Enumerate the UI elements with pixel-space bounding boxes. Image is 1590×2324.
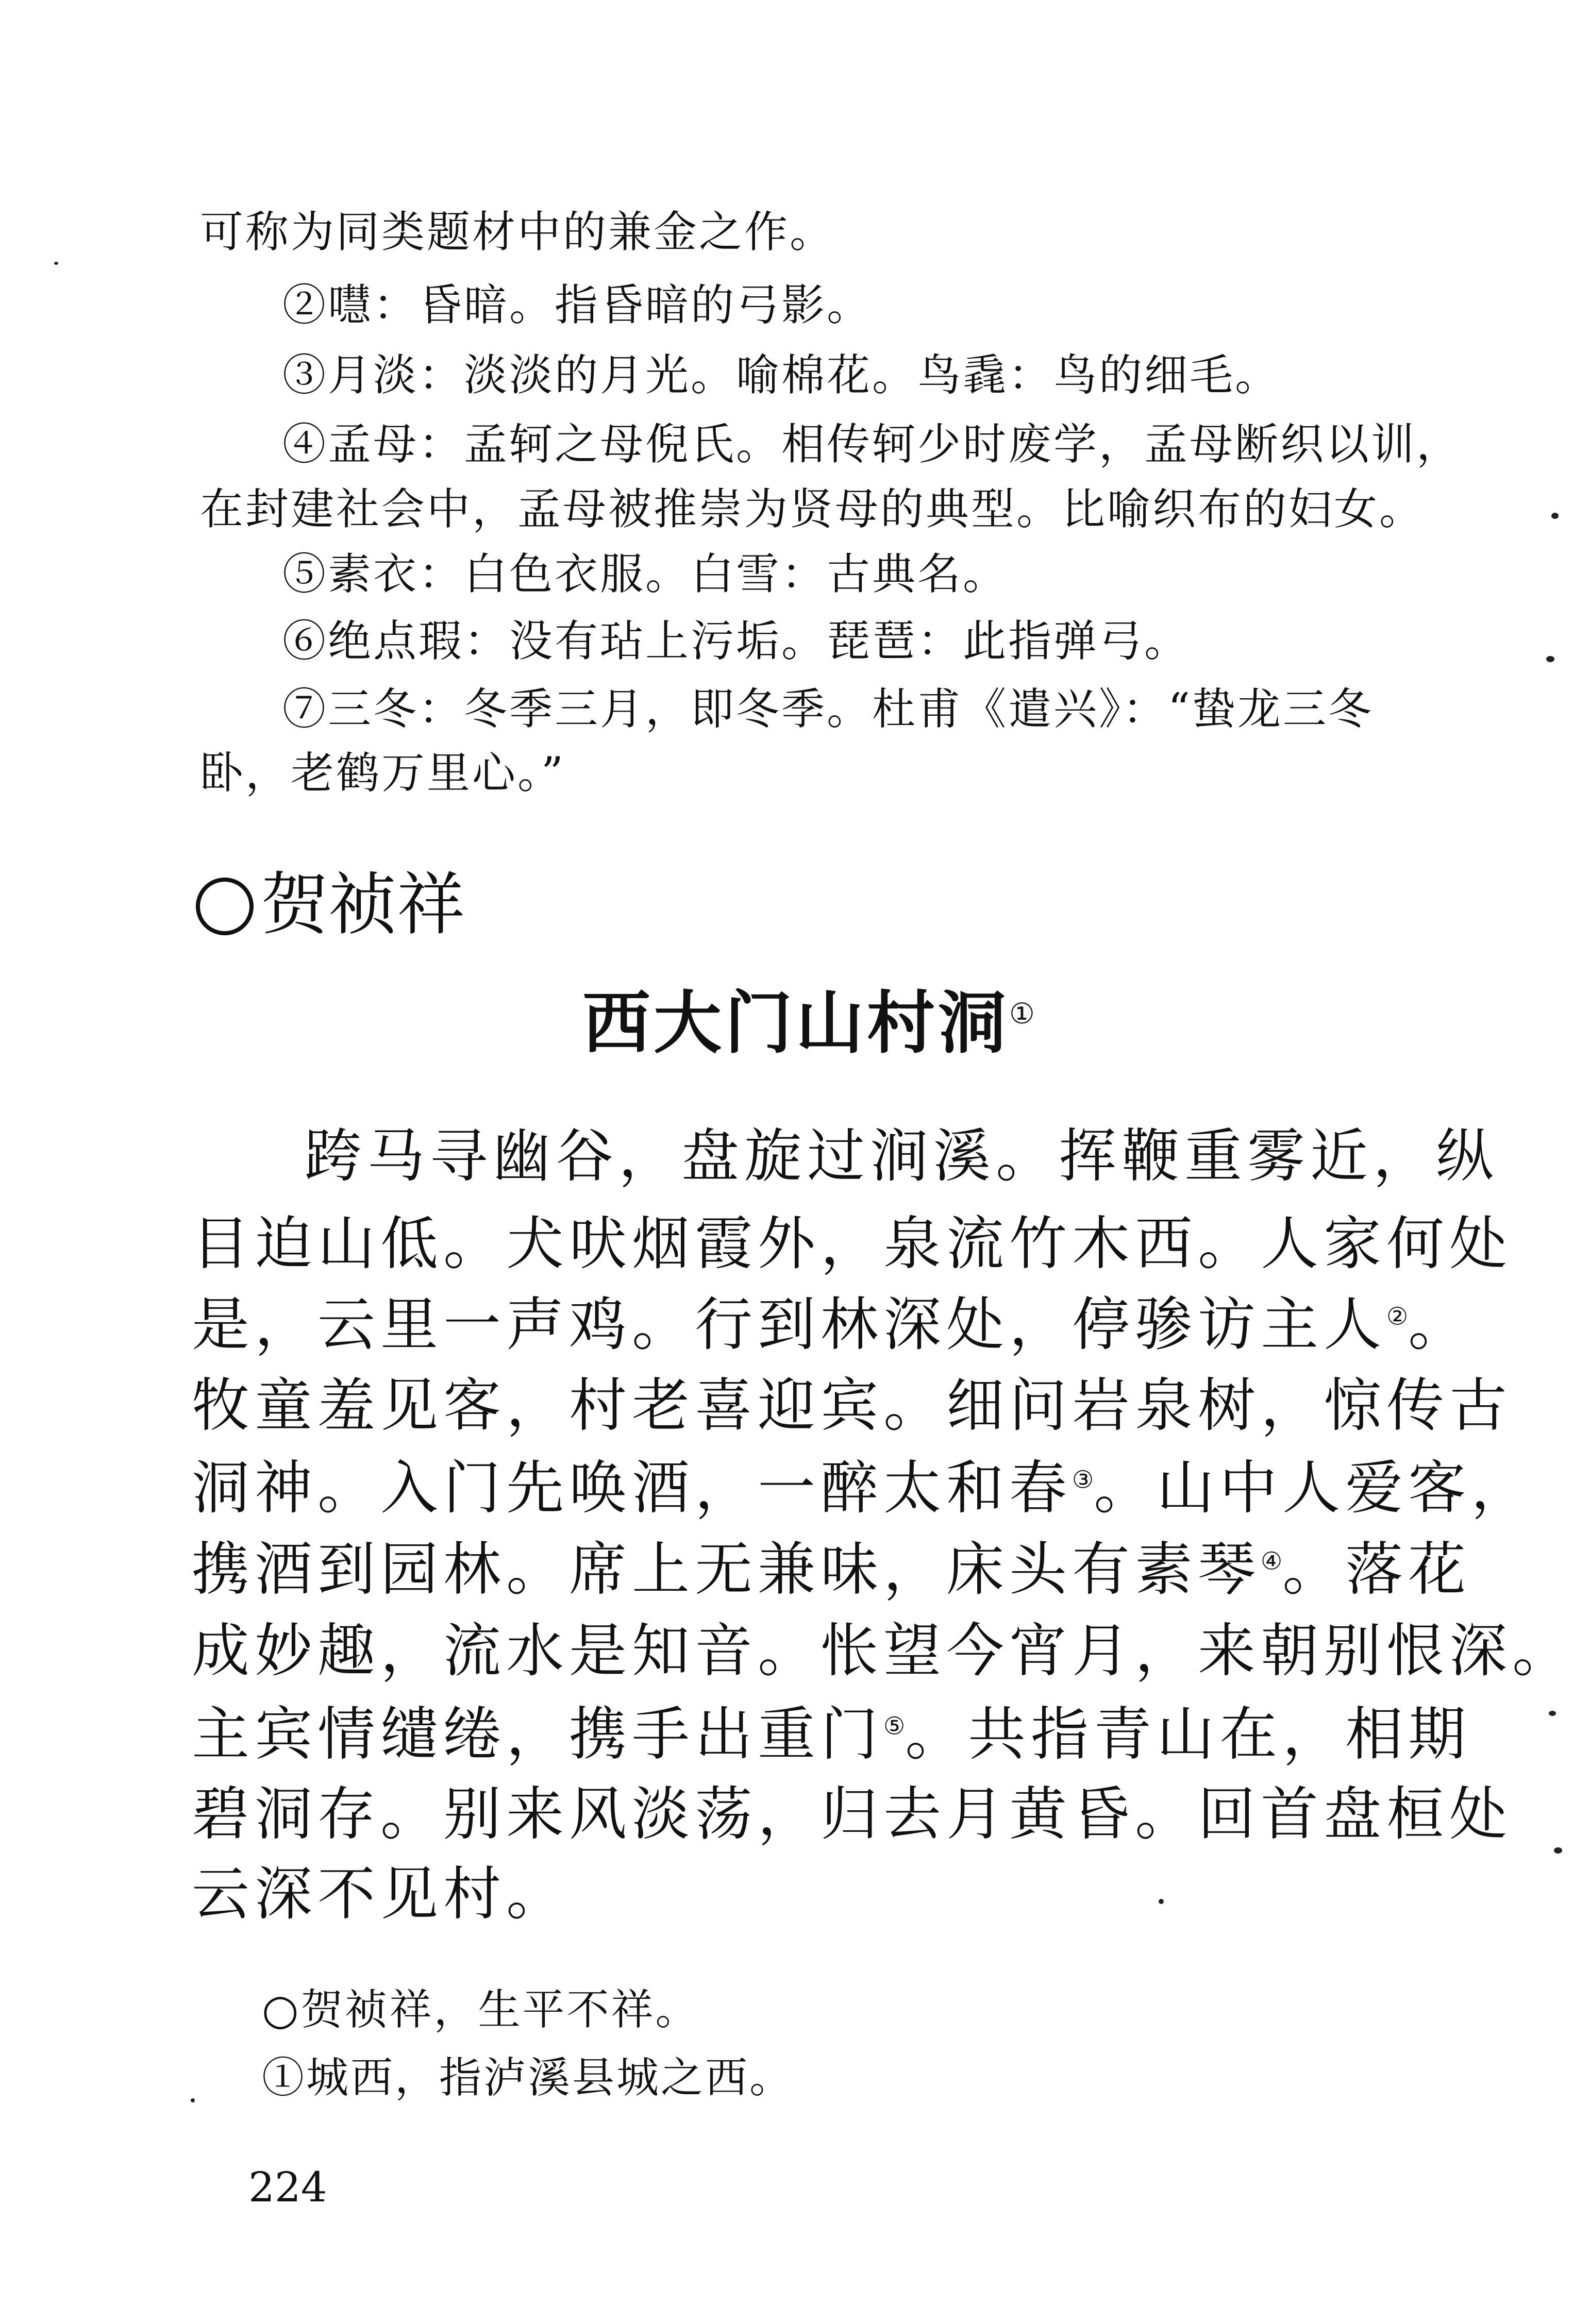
footnote-ref: ① bbox=[1009, 998, 1035, 1031]
note-line: ③月淡：淡淡的月光。喻棉花。鸟毳：鸟的细毛。 bbox=[282, 350, 1281, 400]
footnote-ref: ② bbox=[1386, 1302, 1409, 1331]
scan-speck bbox=[191, 2098, 195, 2102]
note-line: ⑦三冬：冬季三月，即冬季。杜甫《遣兴》：“蛰龙三冬 bbox=[282, 684, 1374, 734]
author-heading bbox=[196, 865, 465, 945]
poem-line-end: 。山中人爱客， bbox=[1094, 1455, 1534, 1522]
scan-speck bbox=[54, 262, 58, 265]
footnote-ref: ⑤ bbox=[883, 1712, 906, 1741]
poem-title bbox=[582, 984, 1035, 1063]
poem-line-text: 是，云里一声鸡。行到林深处，停骖访主人 bbox=[192, 1291, 1386, 1358]
poem-line bbox=[192, 1701, 1471, 1768]
note-line: 卧，老鹤万里心。” bbox=[200, 748, 565, 798]
poem-line: 碧洞存。别来风淡荡，归去月黄昏。回首盘桓处 bbox=[192, 1781, 1512, 1848]
footnote-ref: ③ bbox=[1072, 1466, 1094, 1494]
poem-line-end: 。共指青山在，相期 bbox=[905, 1701, 1471, 1768]
scan-speck bbox=[1554, 1847, 1562, 1854]
note-line: ⑥绝点瑕：没有玷上污垢。琵琶：此指弹弓。 bbox=[282, 616, 1190, 666]
poem-line bbox=[192, 1455, 1534, 1522]
poem-line-text: 洞神。入门先唤酒，一醉太和春 bbox=[192, 1455, 1072, 1522]
poem-line-text: 主宾情缱绻，携手出重门 bbox=[192, 1701, 883, 1768]
footnote: ①城西，指泸溪县城之西。 bbox=[262, 2053, 794, 2102]
poem-line-end: 。 bbox=[1408, 1291, 1471, 1358]
poem-line: 云深不见村。 bbox=[192, 1861, 569, 1928]
poem-title-text: 西大门山村洞 bbox=[582, 984, 1009, 1063]
author-name: 贺祯祥 bbox=[261, 865, 465, 945]
poem-line bbox=[192, 1291, 1471, 1358]
scan-speck bbox=[1551, 513, 1559, 519]
note-line: 可称为同类题材中的兼金之作。 bbox=[200, 207, 835, 257]
scan-speck bbox=[1546, 656, 1554, 662]
poem-line: 跨马寻幽谷，盘旋过涧溪。挥鞭重雾近，纵 bbox=[304, 1123, 1499, 1190]
note-line: ⑤素衣：白色衣服。白雪：古典名。 bbox=[282, 549, 1009, 599]
scan-speck bbox=[1159, 1899, 1164, 1904]
circle-marker-icon bbox=[196, 878, 254, 935]
note-line: ②嚖：昏暗。指昏暗的弓影。 bbox=[282, 280, 873, 330]
note-line: ④孟母：孟轲之母倪氏。相传轲少时废学，孟母断织以训， bbox=[282, 419, 1462, 469]
poem-line bbox=[192, 1536, 1471, 1603]
poem-line: 目迫山低。犬吠烟霞外，泉流竹木西。人家何处 bbox=[192, 1210, 1512, 1277]
poem-line: 成妙趣，流水是知音。怅望今宵月，来朝别恨深。 bbox=[192, 1618, 1575, 1685]
scan-speck bbox=[1549, 1711, 1556, 1716]
poem-line: 牧童羞见客，村老喜迎宾。细问岩泉树，惊传古 bbox=[192, 1372, 1512, 1439]
poem-line-end: 。落花 bbox=[1282, 1536, 1471, 1603]
poem-line-text: 携酒到园林。席上无兼味，床头有素琴 bbox=[192, 1536, 1261, 1603]
note-line: 在封建社会中，孟母被推崇为贤母的典型。比喻织布的妇女。 bbox=[200, 484, 1425, 534]
page-number: 224 bbox=[248, 2163, 327, 2211]
footnote: ○贺祯祥，生平不祥。 bbox=[262, 1985, 700, 2034]
footnote-ref: ④ bbox=[1261, 1547, 1283, 1576]
